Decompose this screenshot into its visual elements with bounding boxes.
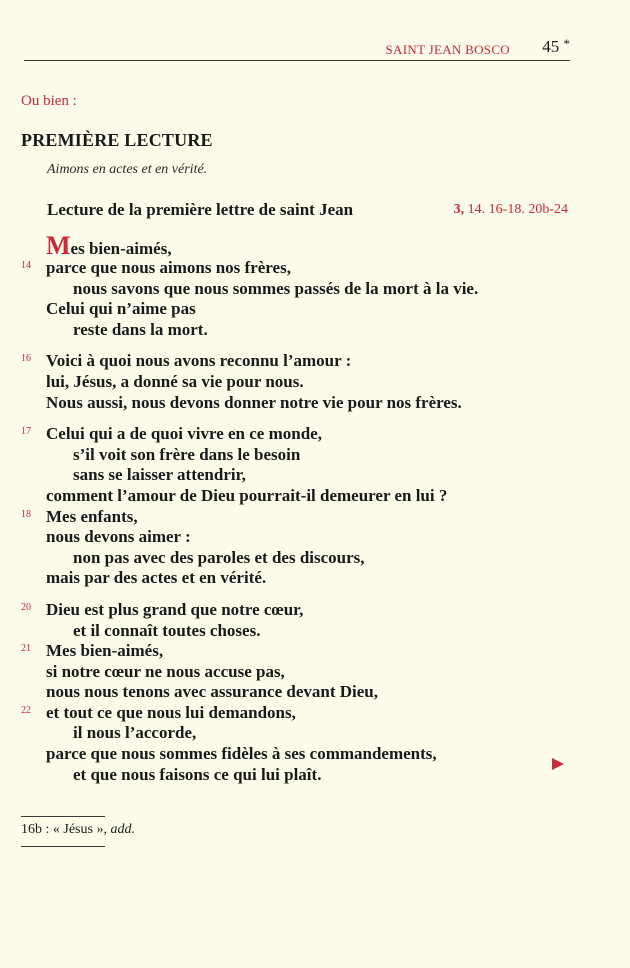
text-line-content: si notre cœur ne nous accuse pas, [46,661,285,681]
text-line-content: nous nous tenons avec assurance devant Dieu, [46,682,379,702]
text-line [0,568,630,589]
text-line [0,723,630,744]
text-line-content: Dieu est plus grand que notre cœur, [46,599,304,619]
text-line-content: Celui qui a de quoi vivre en ce monde, [46,424,322,444]
drop-cap: M [46,231,71,260]
verse-number: 16 [21,353,31,365]
text-line [0,279,630,300]
text-line [0,299,630,320]
reading-intro: Lecture de la première lettre de saint Jean [47,200,354,219]
verse-number: 17 [21,426,31,438]
text-line [0,258,630,279]
verse-number: 18 [21,508,31,520]
text-line [0,424,630,445]
text-line-content: Mes enfants, [46,506,138,526]
text-line [0,465,630,486]
text-line-content: lui, Jésus, a donné sa vie pour nous. [46,371,304,391]
text-line [0,486,630,507]
continue-arrow-icon [552,758,564,770]
page-number [542,36,570,57]
text-line-content: nous devons aimer : [46,527,191,547]
text-line [0,744,630,765]
text-line [0,445,630,466]
running-title: SAINT JEAN BOSCO [385,42,510,57]
verse-number: 21 [21,643,31,655]
text-line-content: et il connaît toutes choses. [73,620,261,640]
verse-number: 14 [21,260,31,271]
page-number-value: 45 [542,37,560,56]
stanza-gap [0,413,630,424]
verse-number: 22 [21,704,31,716]
text-line-content: non pas avec des paroles et des discours, [73,547,365,567]
alternative-label: Ou bien : [21,93,77,109]
text-line-content: et que nous faisons ce qui lui plaît. [73,764,322,784]
text-line [0,621,630,642]
text-line-content: Voici à quoi nous avons reconnu l’amour : [46,351,352,371]
reading-text [0,232,630,785]
text-line [0,507,630,528]
text-line-content: nous savons que nous sommes passés de la mort à la vie. [73,278,479,298]
text-line-content: mais par des actes et en vérité. [46,568,267,588]
footnote-reference: 16b : « Jésus », [21,822,107,837]
text-line [0,232,630,258]
reading-title: PREMIÈRE LECTURE [21,130,213,150]
text-line-content: es bien-aimés, [70,239,172,258]
footnote-divider [21,816,105,817]
text-line-content: Mes bien-aimés, [46,641,164,661]
stanza-gap [0,589,630,600]
text-line-content: parce que nous aimons nos frères, [46,258,291,277]
reference-chapter: 3, [453,202,465,217]
text-line-content: sans se laisser attendrir, [73,465,246,485]
text-line-content: parce que nous sommes fidèles à ses commandements, [46,744,437,764]
text-line [0,682,630,703]
text-line [0,548,630,569]
text-line [0,393,630,414]
text-line [0,703,630,724]
text-line-content: comment l’amour de Dieu pourrait-il demeurer en lui ? [46,485,448,505]
text-line [0,662,630,683]
text-line-content: et tout ce que nous lui demandons, [46,702,296,722]
page-header [24,34,570,61]
text-line [0,372,630,393]
reading-subtitle: Aimons en actes et en vérité. [47,162,208,177]
text-line [0,351,630,372]
scripture-reference [454,202,568,218]
page-mark: * [563,36,570,51]
text-line [0,765,630,786]
text-line [0,641,630,662]
footnote-bottom-divider [21,846,105,847]
text-line [0,320,630,341]
text-line-content: s’il voit son frère dans le besoin [73,444,301,464]
footnote [21,822,135,838]
text-line-content: il nous l’accorde, [73,723,197,743]
text-line-content: reste dans la mort. [73,319,208,339]
reference-verses: 14. 16-18. 20b-24 [464,202,568,217]
text-line-content: Celui qui n’aime pas [46,299,196,319]
footnote-note: add. [110,822,135,837]
text-line [0,600,630,621]
text-line-content: Nous aussi, nous devons donner notre vie pour nos frères. [46,392,462,412]
stanza-gap [0,340,630,351]
text-line [0,527,630,548]
verse-number: 20 [21,601,31,613]
